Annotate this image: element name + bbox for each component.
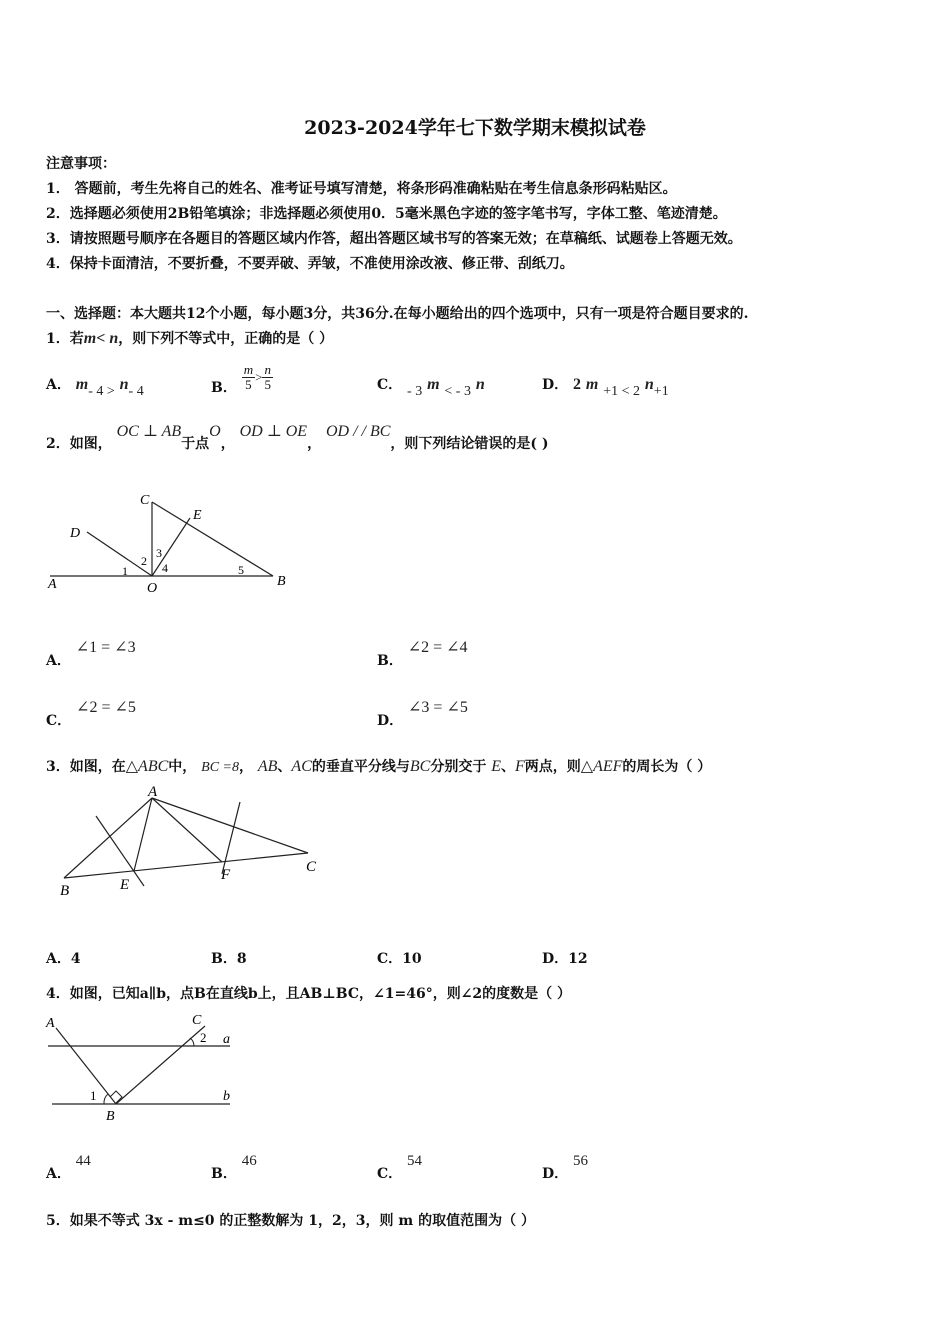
q3-text: 、 — [277, 759, 292, 775]
q3-option-b[interactable] — [211, 948, 247, 968]
option-text: 44 — [75, 1153, 91, 1169]
option-label: D． — [542, 1166, 569, 1182]
math-term: - 3 — [407, 384, 423, 399]
line-bc — [116, 1026, 205, 1104]
option-label: C． — [377, 1166, 403, 1182]
option-label: C． — [377, 377, 403, 393]
line-af — [152, 798, 222, 862]
fraction — [262, 363, 273, 392]
q2-option-d[interactable] — [377, 697, 468, 729]
math-term: m — [427, 376, 440, 393]
point-label-e: E — [120, 877, 130, 893]
math-term: n — [475, 376, 485, 393]
option-label: B． — [211, 379, 237, 396]
point-label-c: C — [140, 493, 150, 508]
point-label-f: F — [221, 867, 231, 883]
notice-heading: 注意事项： — [46, 156, 116, 172]
q1-option-d[interactable] — [542, 374, 669, 399]
q3-text: 、 — [500, 759, 515, 775]
line-bc — [64, 853, 308, 878]
notice-item-2: 2．选择题必须使用2B铅笔填涂；非选择题必须使用0．5毫米黑色字迹的签字笔书写，字体工整、笔迹清楚。 — [46, 206, 727, 222]
math-term: +1 < 2 — [603, 384, 641, 399]
q3-math: E — [491, 758, 501, 775]
q3-text: 的周长为（ ） — [622, 759, 712, 775]
option-text: 12 — [568, 951, 588, 967]
page-title: 2023-2024学年七下数学期末模拟试卷 — [304, 117, 646, 139]
math-term: - 4 — [128, 384, 144, 399]
math-term: +1 — [653, 384, 669, 399]
numerator: n — [264, 362, 271, 377]
q2-suffix: ，则下列结论错误的是( ) — [390, 436, 549, 452]
section-heading: 一、选择题：本大题共12个小题，每小题3分，共36分.在每小题给出的四个选项中，只有一项是符合题目要求的. — [46, 306, 749, 322]
q3-option-c[interactable] — [377, 948, 422, 968]
point-label-b: B — [106, 1109, 115, 1124]
point-label-a: A — [46, 1016, 55, 1031]
math-term: < - 3 — [444, 384, 471, 399]
option-label: D． — [542, 377, 569, 393]
right-angle-mark — [110, 1091, 122, 1103]
option-label: A． — [46, 951, 71, 967]
q4-option-d[interactable] — [542, 1150, 589, 1182]
question-1 — [46, 328, 333, 348]
option-label: B． — [211, 951, 237, 967]
line-label-a: a — [223, 1032, 230, 1047]
q4-option-a[interactable] — [46, 1150, 91, 1182]
point-label-d: D — [70, 526, 81, 541]
option-text: 4 — [70, 951, 81, 967]
line-ae — [134, 798, 152, 871]
math-term: > — [255, 369, 263, 385]
question-5: 5．如果不等式 3x - m≤0 的正整数解为 1，2，3，则 m 的取值范围为（ ） — [46, 1213, 535, 1229]
q1-option-c[interactable] — [377, 374, 485, 399]
angle-label-5: 5 — [238, 563, 244, 577]
notice-item-3: 3．请按照题号顺序在各题目的答题区域内作答，超出答题区域书写的答案无效；在草稿纸、试题卷上答题无效。 — [46, 231, 742, 247]
line-label-b: b — [223, 1089, 230, 1104]
q3-text: 分别交于 — [430, 759, 487, 775]
notice-item-1: 1． 答题前，考生先将自己的姓名、准考证号填写清楚，将条形码准确粘贴在考生信息条形码粘贴区。 — [46, 181, 677, 197]
option-label: D． — [542, 951, 569, 967]
q2-condition-1: OC ⊥ AB — [116, 423, 182, 440]
math-term: - 4 > — [88, 384, 115, 399]
line-ab — [56, 1028, 116, 1104]
q1-suffix: ，则下列不等式中，正确的是（ ） — [118, 331, 334, 347]
bisector-ac — [222, 802, 240, 874]
q3-math: △ABC — [125, 758, 169, 775]
q2-text: ， — [220, 436, 235, 452]
option-text: ∠2 = ∠5 — [76, 699, 136, 716]
option-text: ∠3 = ∠5 — [408, 699, 468, 716]
math-term: n — [644, 376, 654, 393]
option-label: C． — [377, 951, 403, 967]
option-label: B． — [377, 653, 403, 669]
option-label: A． — [46, 377, 71, 393]
q3-math: AB — [257, 758, 278, 775]
option-text: 46 — [241, 1153, 257, 1169]
angle-label-1: 1 — [90, 1088, 97, 1103]
q3-option-a[interactable] — [46, 948, 81, 968]
line-ac — [152, 798, 308, 853]
option-text: 10 — [402, 951, 422, 967]
math-term: m — [75, 376, 89, 393]
q2-option-b[interactable] — [377, 637, 468, 669]
point-label-o: O — [147, 581, 158, 596]
point-label-a: A — [148, 784, 158, 800]
denominator: 5 — [245, 377, 252, 392]
option-label: C． — [46, 713, 72, 729]
q4-figure — [40, 1008, 245, 1126]
q2-prefix: 2．如图， — [46, 436, 112, 452]
q2-option-c[interactable] — [46, 697, 136, 729]
numerator: m — [243, 362, 254, 377]
q3-text: ， — [239, 759, 253, 775]
q1-option-b[interactable] — [211, 362, 273, 396]
q2-text: 于点 — [181, 436, 210, 452]
option-label: A． — [46, 653, 71, 669]
angle-label-4: 4 — [162, 561, 168, 575]
line-cb — [152, 502, 273, 576]
fraction — [242, 363, 255, 392]
question-2 — [46, 421, 549, 452]
q3-math: △AEF — [580, 758, 623, 775]
option-text: 56 — [573, 1153, 589, 1169]
q3-math: AC — [291, 758, 312, 775]
angle-label-2: 2 — [141, 554, 147, 568]
math-term: n — [119, 376, 129, 393]
option-text: ∠1 = ∠3 — [75, 639, 136, 656]
q4-option-b[interactable] — [211, 1150, 257, 1182]
math-term: 2 — [573, 376, 582, 393]
notice-item-4: 4．保持卡面清洁，不要折叠，不要弄破、弄皱，不准使用涂改液、修正带、刮纸刀。 — [46, 256, 574, 272]
math-term: m — [585, 376, 599, 393]
angle-1-arc — [104, 1094, 108, 1104]
q3-figure — [50, 782, 330, 902]
q3-text: 3．如图，在 — [46, 759, 126, 775]
point-label-e: E — [193, 508, 202, 523]
q2-condition-2: O — [209, 423, 221, 440]
q3-text: 的垂直平分线与 — [311, 759, 410, 775]
point-label-b: B — [277, 574, 286, 589]
q3-math: F — [514, 758, 525, 775]
point-label-a: A — [48, 577, 57, 592]
q3-math: BC =8 — [201, 760, 239, 775]
point-label-b: B — [60, 883, 70, 899]
denominator: 5 — [264, 377, 271, 392]
point-label-c: C — [192, 1013, 202, 1028]
q1-condition: m< n — [83, 330, 119, 347]
q1-option-a[interactable] — [46, 374, 144, 399]
line-ba — [64, 798, 152, 878]
q3-math: BC — [409, 758, 431, 775]
q3-text: 中， — [168, 759, 197, 775]
option-label: B． — [211, 1166, 237, 1182]
question-4: 4．如图，已知a∥b，点B在直线b上，且AB⊥BC，∠1=46°，则∠2的度数是（ ） — [46, 986, 572, 1002]
angle-label-1: 1 — [122, 564, 128, 578]
option-label: A． — [46, 1166, 71, 1182]
angle-label-3: 3 — [156, 546, 162, 560]
question-3 — [46, 756, 711, 776]
q2-text: ， — [307, 436, 322, 452]
option-text: ∠2 = ∠4 — [407, 639, 468, 656]
q1-prefix: 1．若 — [46, 331, 84, 347]
q2-figure — [40, 485, 310, 600]
q2-option-a[interactable] — [46, 637, 136, 669]
q2-condition-3: OD ⊥ OE — [239, 423, 308, 440]
q4-option-c[interactable] — [377, 1150, 423, 1182]
option-label: D． — [377, 713, 404, 729]
q3-text: 两点，则 — [524, 759, 581, 775]
q2-condition-4: OD / / BC — [325, 423, 391, 440]
point-label-c: C — [306, 859, 317, 875]
q3-option-d[interactable] — [542, 948, 588, 968]
option-text: 54 — [407, 1153, 423, 1169]
option-text: 8 — [236, 951, 247, 967]
angle-label-2: 2 — [200, 1030, 207, 1045]
